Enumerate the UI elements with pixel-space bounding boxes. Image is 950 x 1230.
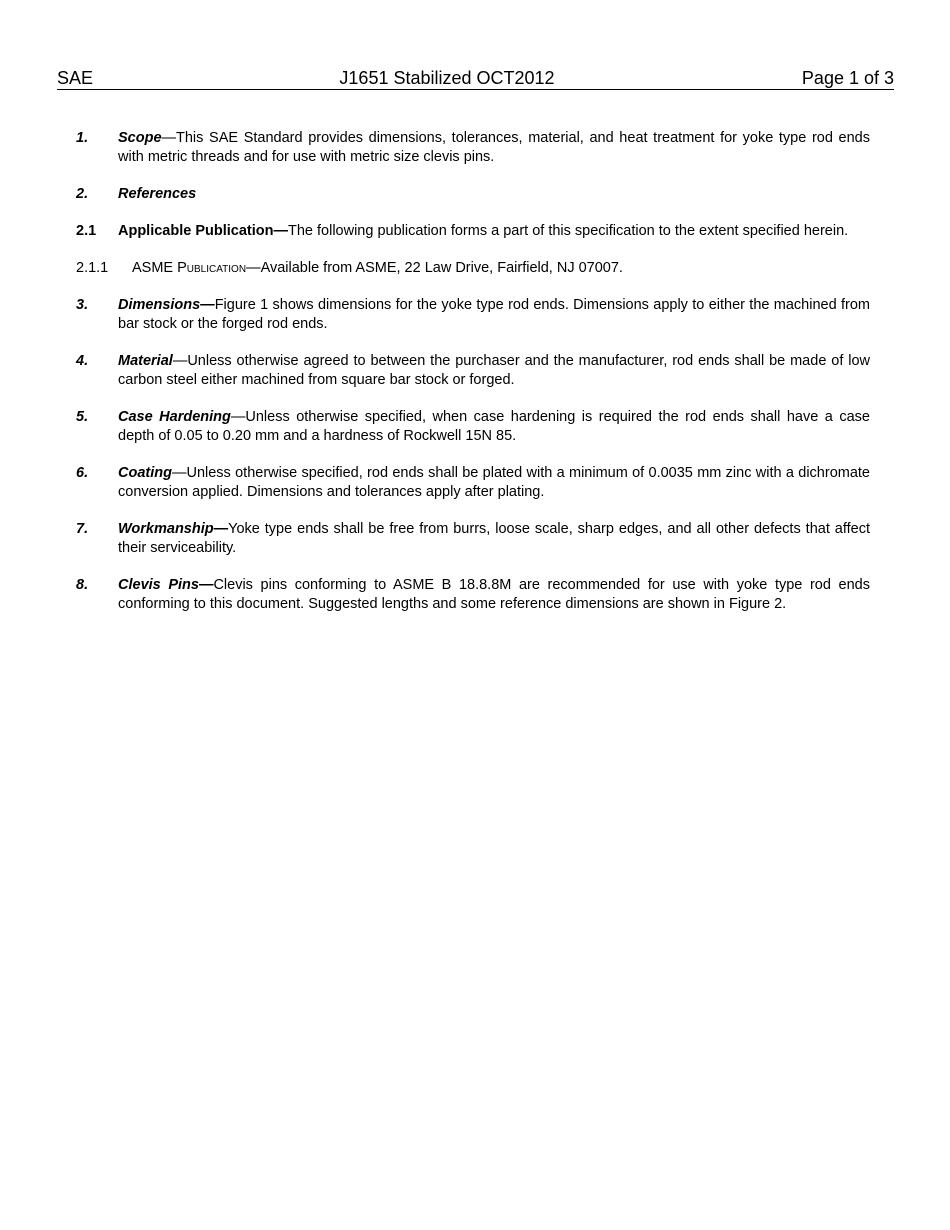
section-text xyxy=(118,185,870,204)
section-workmanship xyxy=(76,520,870,558)
section-number: 1. xyxy=(76,130,89,146)
header-page-number: Page 1 of 3 xyxy=(801,68,894,88)
section-heading: ASME Publication xyxy=(132,260,247,276)
section-clevis-pins xyxy=(76,576,870,614)
section-body: The following publication forms a part of this specification to the extent specified herein. xyxy=(288,223,849,239)
section-body: Figure 1 shows dimensions for the yoke type rod ends. Dimensions apply to either the machined from bar stock or the forged rod ends. xyxy=(118,297,870,332)
section-text xyxy=(118,222,870,241)
section-text xyxy=(132,259,870,278)
section-number: 5. xyxy=(76,409,89,425)
section-number: 8. xyxy=(76,577,89,593)
header-org: SAE xyxy=(57,68,94,88)
section-text xyxy=(118,408,870,446)
section-number: 4. xyxy=(76,353,89,369)
section-body: —Unless otherwise agreed to between the purchaser and the manufacturer, rod ends shall be made of low carbon steel either machined from square bar stock or forged. xyxy=(118,353,870,388)
section-heading: Case Hardening xyxy=(118,409,231,425)
page-header xyxy=(57,67,894,90)
section-number: 7. xyxy=(76,521,89,537)
section-body: —Unless otherwise specified, rod ends shall be plated with a minimum of 0.0035 mm zinc with a dichromate conversion applied. Dimensions and tolerances apply after plating. xyxy=(118,465,870,500)
section-heading: Scope xyxy=(118,130,162,146)
section-heading: References xyxy=(118,186,197,202)
section-number: 2.1.1 xyxy=(76,260,109,276)
section-text xyxy=(118,464,870,502)
section-case-hardening xyxy=(76,408,870,446)
section-text xyxy=(118,520,870,558)
section-scope xyxy=(76,129,870,167)
section-body: This SAE Standard provides dimensions, tolerances, material, and heat treatment for yoke type rod ends with metric threads and for use with metric size clevis pins. xyxy=(118,130,870,165)
section-material xyxy=(76,352,870,390)
document-body xyxy=(76,129,870,632)
section-body: Clevis pins conforming to ASME B 18.8.8M are recommended for use with yoke type rod ends conforming to this document. Suggested lengths and some reference dimensions are shown in Figure 2. xyxy=(118,577,870,612)
section-text xyxy=(118,129,870,167)
dash: — xyxy=(161,130,177,146)
section-body: Yoke type ends shall be free from burrs, loose scale, sharp edges, and all other defects that affect their serviceability. xyxy=(118,521,870,556)
section-heading: Applicable Publication— xyxy=(118,223,288,239)
section-heading: Workmanship— xyxy=(118,521,229,537)
header-document-id: J1651 Stabilized OCT2012 xyxy=(339,68,555,88)
section-number: 6. xyxy=(76,465,89,481)
section-text xyxy=(118,352,870,390)
section-number: 2.1 xyxy=(76,223,97,239)
section-heading: Material xyxy=(118,353,173,369)
section-heading: Clevis Pins— xyxy=(118,577,214,593)
section-number: 3. xyxy=(76,297,89,313)
section-number: 2. xyxy=(76,186,89,202)
section-dimensions xyxy=(76,296,870,334)
section-references xyxy=(76,185,870,204)
section-body: —Available from ASME, 22 Law Drive, Fairfield, NJ 07007. xyxy=(246,260,623,276)
section-heading: Dimensions— xyxy=(118,297,215,313)
section-text xyxy=(118,576,870,614)
section-asme-publication xyxy=(76,259,870,278)
section-body: —Unless otherwise specified, when case hardening is required the rod ends shall have a case depth of 0.05 to 0.20 mm and a hardness of Rockwell 15N 85. xyxy=(118,409,870,444)
section-heading: Coating xyxy=(118,465,172,481)
section-coating xyxy=(76,464,870,502)
section-applicable-publication xyxy=(76,222,870,241)
section-text xyxy=(118,296,870,334)
